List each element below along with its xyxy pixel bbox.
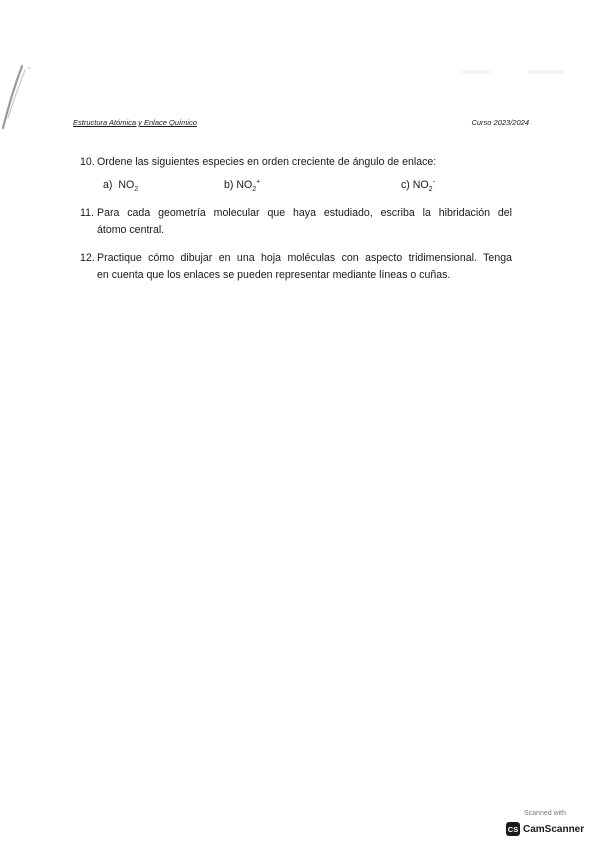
option-label: b): [224, 179, 234, 191]
camscanner-name: CamScanner: [523, 823, 585, 835]
option-label: a): [103, 179, 113, 191]
formula-base: NO: [412, 179, 429, 191]
header-course-title: Estructura Atómica y Enlace Químico: [73, 118, 197, 127]
question-text: Ordene las siguientes especies en orden creciente de ángulo de enlace:: [97, 156, 437, 168]
option-label: c): [401, 179, 410, 191]
option-c: [401, 178, 435, 194]
page-header: [73, 118, 529, 132]
question-text-line-1: Para cada geometría molecular que haya estudiado, escriba la hibridación del: [97, 207, 512, 219]
scan-smudge: [528, 70, 564, 74]
camscanner-brand: [506, 821, 584, 837]
scanned-with-label: Scanned with: [523, 810, 567, 817]
question-11: [80, 205, 512, 238]
question-10: [80, 154, 512, 171]
scan-smudge: [462, 70, 490, 74]
question-number: 11.: [80, 207, 94, 219]
question-12: [80, 250, 512, 283]
formula-subscript: 2: [252, 186, 257, 194]
header-course-year: Curso 2023/2024: [471, 118, 529, 127]
camscanner-logo-icon: CS: [506, 822, 520, 836]
formula-charge: +: [256, 178, 261, 186]
question-number: 12.: [80, 252, 95, 264]
formula-base: NO: [236, 179, 253, 191]
formula-base: NO: [118, 179, 135, 191]
camscanner-watermark: [504, 810, 586, 840]
question-text-line-2: en cuenta que los enlaces se pueden representar mediante líneas o cuñas.: [97, 268, 451, 281]
formula-charge: -: [432, 178, 435, 186]
question-number: 10.: [80, 156, 95, 168]
question-text-line-1: Practique cómo dibujar en una hoja moléculas con aspecto tridimensional. Tenga: [97, 252, 512, 264]
formula-subscript: 2: [428, 186, 433, 194]
option-a: [103, 179, 139, 194]
scan-artifact-mark: [0, 62, 30, 132]
formula-subscript: 2: [134, 186, 139, 194]
option-b: [224, 178, 261, 194]
question-text-line-2: átomo central.: [97, 223, 165, 236]
